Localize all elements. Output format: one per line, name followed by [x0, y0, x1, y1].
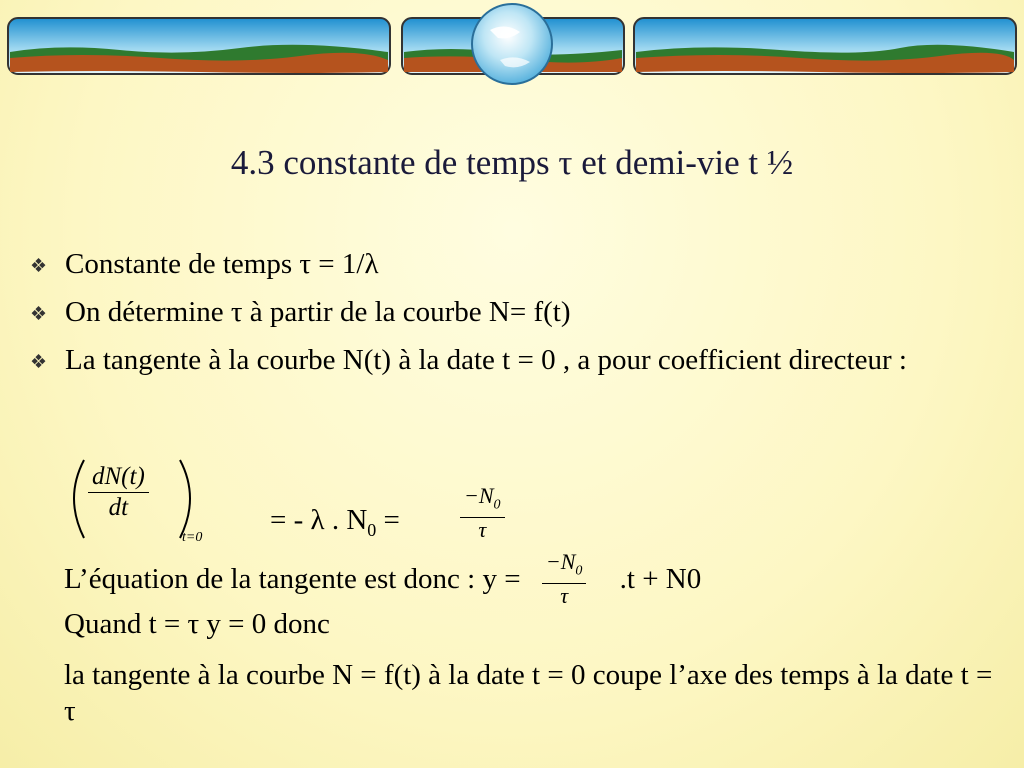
bullet-item: ❖ La tangente à la courbe N(t) à la date t = 0 , a pour coefficient directeur :: [30, 342, 1000, 378]
derivative-subscript: t=0: [182, 530, 203, 545]
derivative-formula: [62, 454, 622, 554]
derivative-fraction: $\frac{dN(t)}{dt}$: [88, 462, 149, 523]
bullet-item: ❖ Constante de temps τ = 1/λ: [30, 246, 1000, 282]
bullet-item: ❖ On détermine τ à partir de la courbe N= f(t): [30, 294, 1000, 330]
tangent-equation-line: L’équation de la tangente est donc : y = $\frac{-N_0}{\tau}$ .t + N0: [64, 549, 702, 609]
conclusion-line: la tangente à la courbe N = f(t) à la date t = 0 coupe l’axe des temps à la date t = τ: [64, 659, 993, 727]
diamond-bullet-icon: ❖: [30, 256, 48, 277]
quand-line: Quand t = τ y = 0 donc: [64, 608, 330, 640]
slide-title: 4.3 constante de temps τ et demi-vie t ½: [230, 143, 794, 182]
diamond-bullet-icon: ❖: [30, 304, 48, 325]
banner-left-panel: [8, 18, 390, 74]
minus-n0-over-tau: $\frac{-N_0}{\tau}$: [460, 484, 505, 542]
globe-icon: [472, 4, 552, 84]
equals-lambda-n0: = - λ . $N_0$ =: [270, 504, 400, 540]
diamond-bullet-icon: ❖: [30, 352, 48, 373]
bullet-list: [30, 246, 1000, 390]
banner-center-panel: [402, 4, 624, 84]
decorative-banner: [0, 0, 1024, 95]
minus-n0-over-tau: $\frac{-N_0}{\tau}$: [542, 550, 587, 608]
banner-right-panel: [634, 18, 1016, 74]
